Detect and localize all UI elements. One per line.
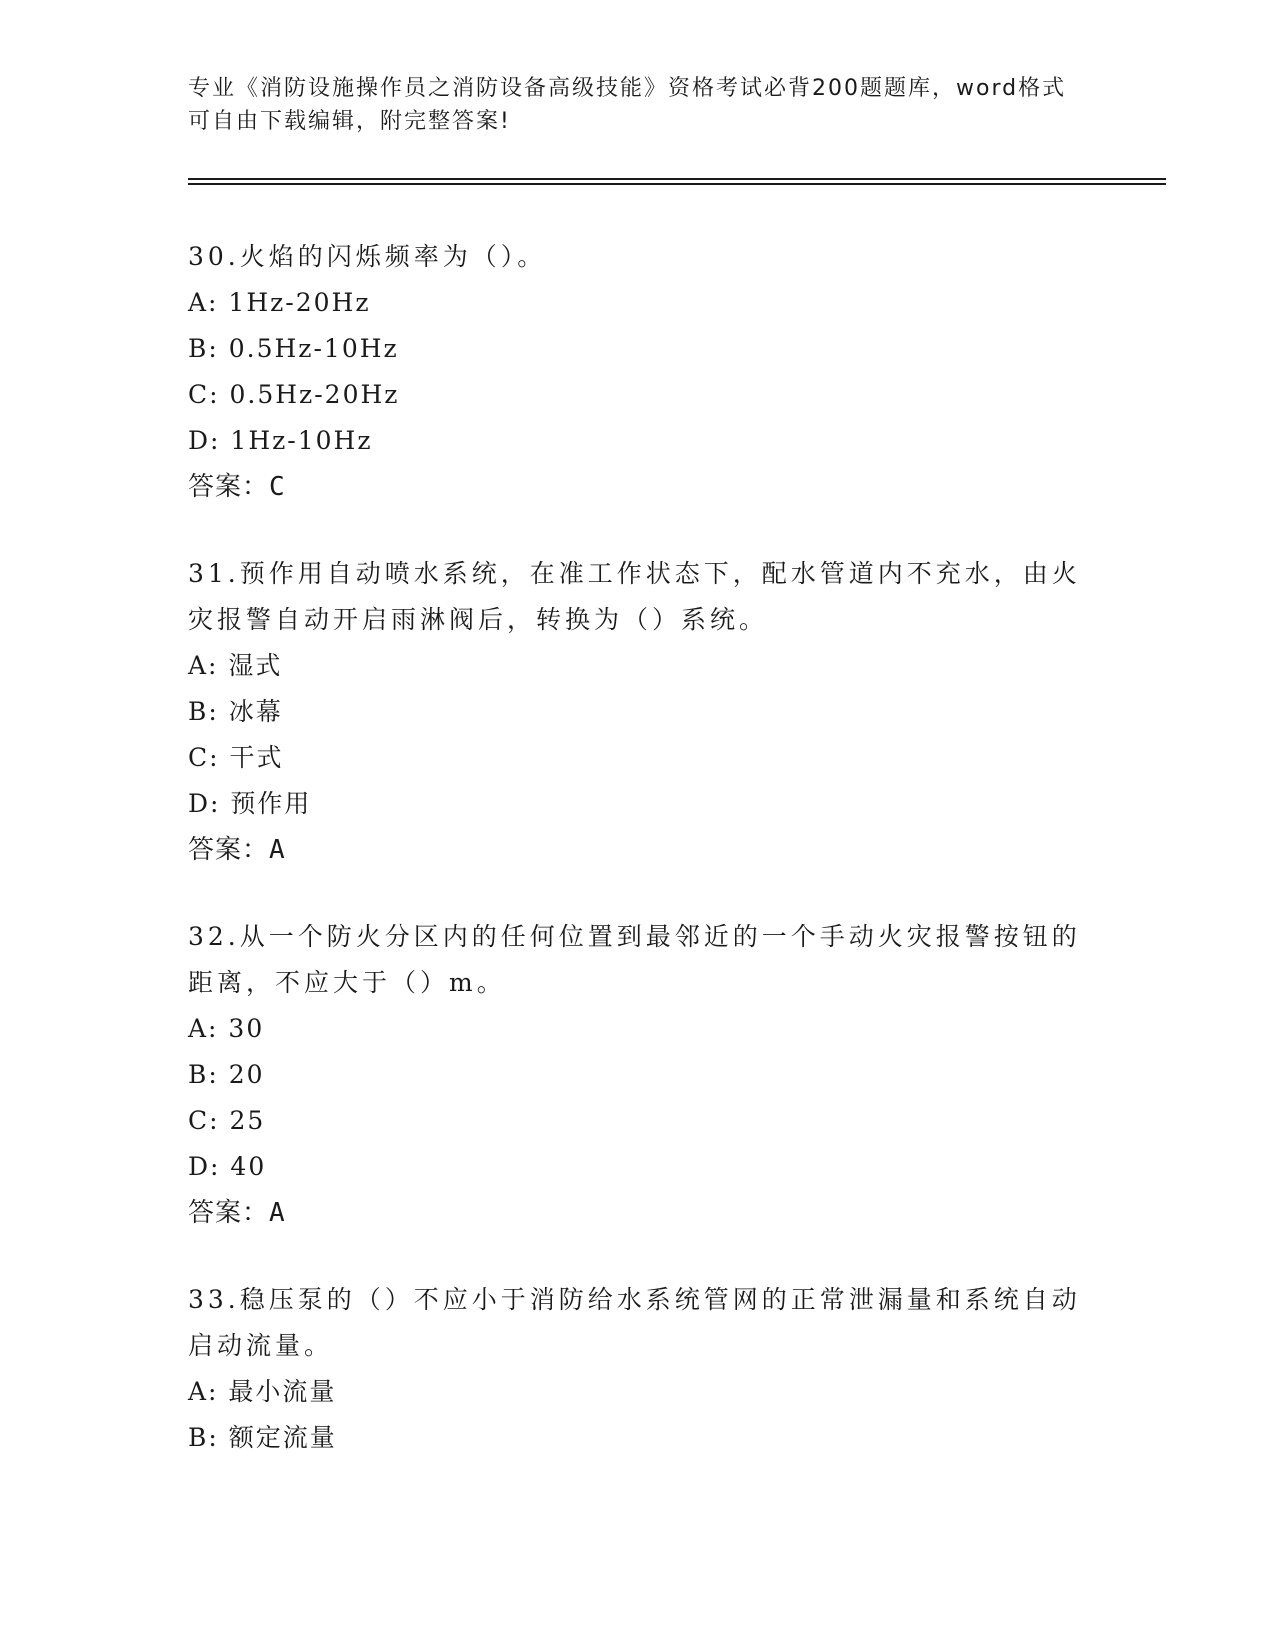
- answer: 答案：C: [188, 472, 286, 502]
- question-stem: 32.从一个防火分区内的任何位置到最邻近的一个手动火灾报警按钮的距离，不应大于（）m。: [188, 922, 1081, 997]
- question-31: [188, 551, 1088, 873]
- option-a: A: 1Hz-20Hz: [188, 288, 371, 317]
- answer: 答案：A: [188, 835, 286, 865]
- question-32: [188, 914, 1088, 1236]
- question-30: [188, 234, 1088, 510]
- option-a: A: 湿式: [188, 651, 283, 680]
- question-stem: 33.稳压泵的（）不应小于消防给水系统管网的正常泄漏量和系统自动启动流量。: [188, 1285, 1081, 1360]
- option-d: D: 1Hz-10Hz: [188, 426, 373, 455]
- question-stem: 30.火焰的闪烁频率为（）。: [188, 242, 547, 271]
- question-stem: 31.预作用自动喷水系统，在准工作状态下，配水管道内不充水，由火灾报警自动开启雨淋阀后，转换为（）系统。: [188, 559, 1081, 634]
- question-list: [188, 234, 1088, 1502]
- option-c: C: 25: [188, 1106, 266, 1135]
- header-divider-top: [188, 178, 1166, 180]
- option-d: D: 预作用: [188, 789, 312, 818]
- option-a: A: 最小流量: [188, 1377, 337, 1406]
- document-header: 专业《消防设施操作员之消防设备高级技能》资格考试必背200题题库，word格式可自由下载编辑，附完整答案!: [188, 76, 1067, 134]
- option-d: D: 40: [188, 1152, 267, 1181]
- option-b: B: 额定流量: [188, 1423, 337, 1452]
- answer: 答案：A: [188, 1198, 286, 1228]
- option-c: C: 0.5Hz-20Hz: [188, 380, 400, 409]
- option-a: A: 30: [188, 1014, 265, 1043]
- option-b: B: 20: [188, 1060, 265, 1089]
- question-33: [188, 1277, 1088, 1461]
- option-b: B: 0.5Hz-10Hz: [188, 334, 399, 363]
- header-divider-bottom: [188, 183, 1166, 185]
- option-c: C: 干式: [188, 743, 284, 772]
- option-b: B: 冰幕: [188, 697, 283, 726]
